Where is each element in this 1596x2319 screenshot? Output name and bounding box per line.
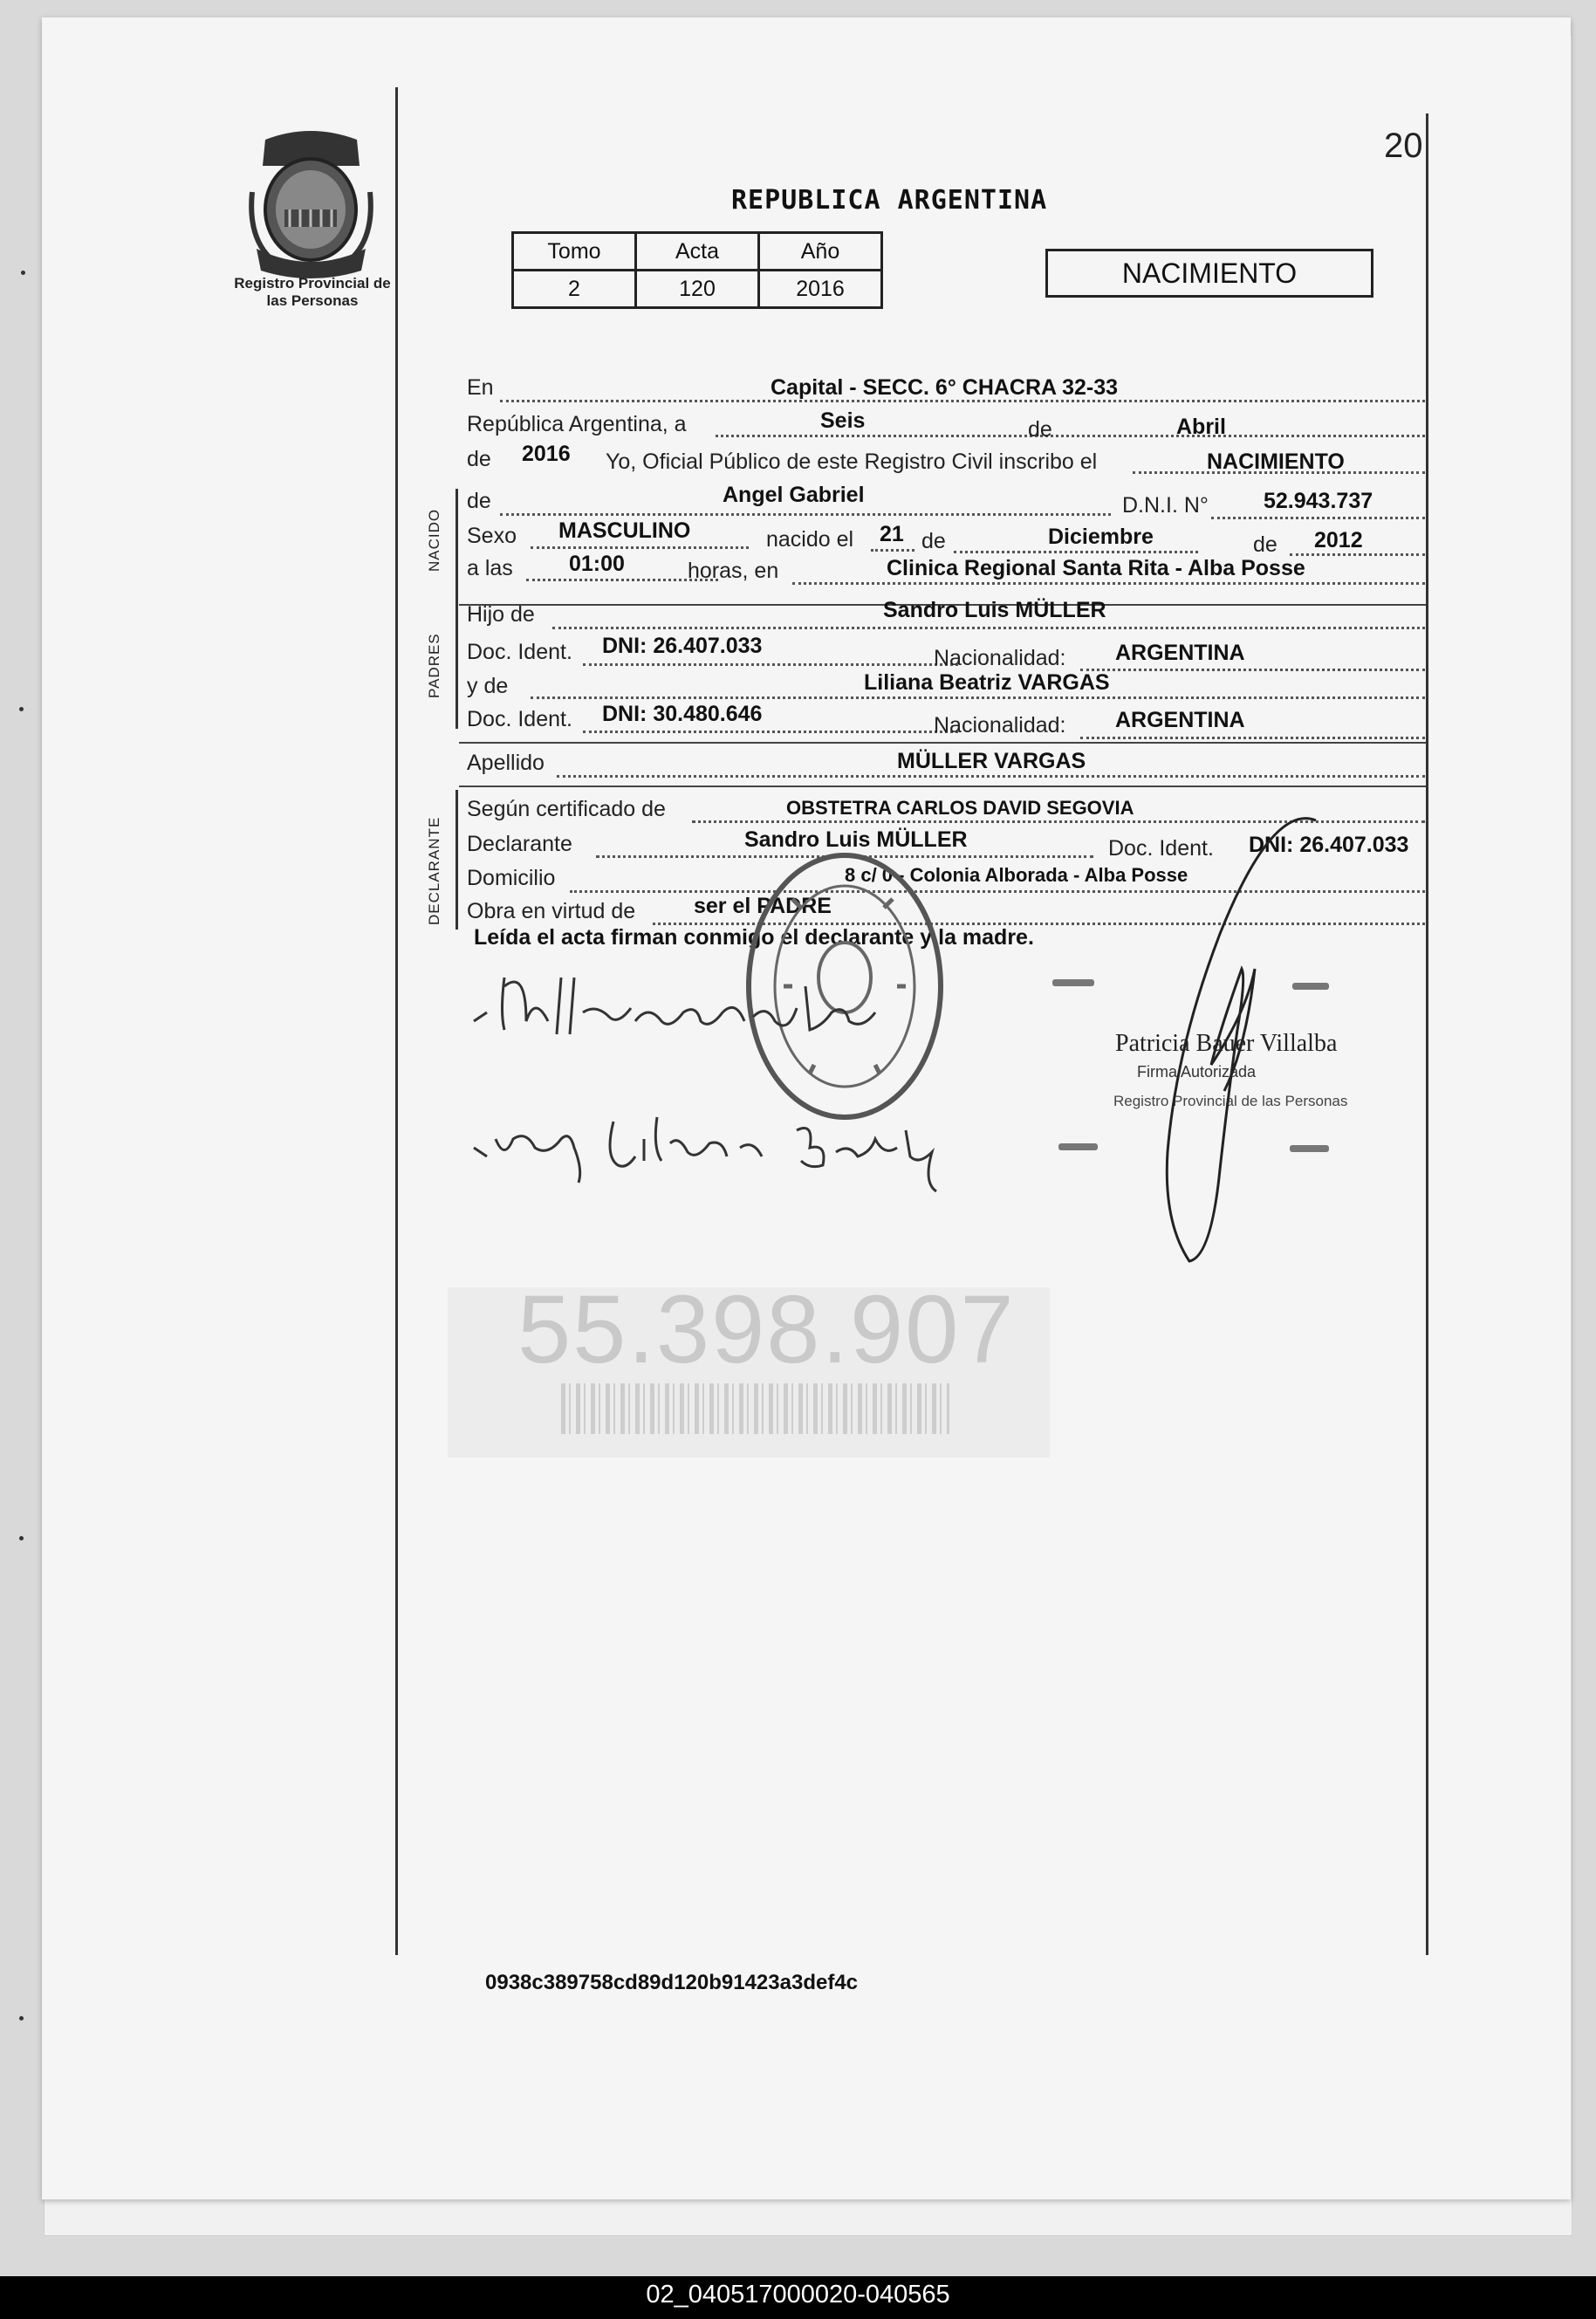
- date-de-label: de: [1028, 417, 1052, 442]
- official-role: Firma Autorizada: [1137, 1063, 1257, 1081]
- record-table-header: Año: [759, 233, 882, 271]
- mark: [1058, 1143, 1098, 1150]
- born-name-label: de: [467, 489, 491, 513]
- record-table-header: Acta: [636, 233, 759, 271]
- sex-label: Sexo: [467, 524, 517, 548]
- hash-code: 0938c389758cd89d120b91423a3def4c: [485, 1971, 859, 1994]
- dotted-line: [552, 627, 1425, 629]
- left-rule: [395, 87, 398, 1955]
- born-dni-label: D.N.I. N°: [1122, 493, 1209, 518]
- place-value: Capital - SECC. 6° CHACRA 32-33: [771, 375, 1119, 400]
- record-table: [511, 231, 883, 309]
- sex-value: MASCULINO: [558, 518, 691, 543]
- year-record-value: NACIMIENTO: [1207, 449, 1345, 474]
- surname-label: Apellido: [467, 751, 545, 775]
- declarant-doc-label: Doc. Ident.: [1108, 836, 1214, 861]
- year-value: 2016: [522, 442, 571, 466]
- dotted-line: [1080, 737, 1425, 739]
- born-name: Angel Gabriel: [723, 483, 865, 507]
- section-label-declarante: DECLARANTE: [426, 816, 442, 925]
- born-de-label: de: [1253, 532, 1277, 557]
- footer-file-id: 02_040517000020-040565: [646, 2281, 950, 2309]
- record-type-box: NACIMIENTO: [1045, 249, 1373, 298]
- father-doc-label: Doc. Ident.: [467, 640, 572, 664]
- margin-mark: [19, 1536, 24, 1540]
- address-label: Domicilio: [467, 866, 556, 890]
- date-day: Seis: [820, 408, 866, 433]
- born-date-label: nacido el: [766, 527, 854, 552]
- father-nationality-label: Nacionalidad:: [934, 646, 1066, 670]
- father-nationality: ARGENTINA: [1115, 641, 1245, 665]
- father-signature-icon: [465, 960, 901, 1056]
- dotted-line: [531, 546, 749, 549]
- divider: [459, 742, 1426, 744]
- document-page: [42, 17, 1571, 2199]
- dotted-line: [716, 435, 1425, 437]
- capacity-label: Obra en virtud de: [467, 899, 636, 923]
- province-emblem-icon: [248, 131, 374, 279]
- capacity-value: ser el PADRE: [694, 894, 832, 918]
- father-doc: DNI: 26.407.033: [602, 634, 763, 658]
- born-place: Clinica Regional Santa Rita - Alba Posse: [887, 556, 1305, 580]
- certificate-value: OBSTETRA CARLOS DAVID SEGOVIA: [786, 797, 1134, 819]
- margin-mark: [21, 271, 25, 275]
- margin-mark: [19, 707, 24, 711]
- dotted-line: [871, 549, 914, 552]
- surname-value: MÜLLER VARGAS: [897, 749, 1086, 773]
- date-label: República Argentina, a: [467, 412, 687, 436]
- mother-label: y de: [467, 674, 509, 698]
- record-table-cell: 120: [636, 271, 759, 308]
- mother-signature-icon: [465, 1104, 954, 1209]
- born-place-label: horas, en: [688, 559, 779, 583]
- official-name: Patricia Bauer Villalba: [1115, 1030, 1338, 1057]
- certificate-label: Según certificado de: [467, 797, 666, 821]
- time-label: a las: [467, 556, 513, 580]
- margin-mark: [19, 2016, 24, 2021]
- mother-doc: DNI: 30.480.646: [602, 702, 763, 726]
- section-bar: [456, 790, 458, 930]
- mother-nationality: ARGENTINA: [1115, 708, 1245, 732]
- dotted-line: [792, 582, 1425, 585]
- record-table-cell: 2: [513, 271, 636, 308]
- dotted-line: [583, 731, 958, 733]
- declarant-name: Sandro Luis MÜLLER: [744, 827, 968, 852]
- born-de-label: de: [921, 529, 946, 553]
- mother-name: Liliana Beatriz VARGAS: [864, 670, 1110, 695]
- father-name: Sandro Luis MÜLLER: [883, 598, 1106, 622]
- mark: [1052, 979, 1094, 986]
- registry-label: Registro Provincial de las Personas: [234, 275, 391, 309]
- date-month: Abril: [1176, 415, 1226, 439]
- time-value: 01:00: [569, 552, 625, 576]
- section-bar: [456, 489, 458, 607]
- dotted-line: [1211, 517, 1425, 519]
- dotted-line: [1290, 553, 1425, 556]
- watermark-number: 55.398.907: [517, 1276, 1016, 1383]
- declarant-label: Declarante: [467, 832, 572, 856]
- section-label-padres: PADRES: [426, 633, 442, 698]
- born-month: Diciembre: [1048, 525, 1154, 549]
- official-registry: Registro Provincial de las Personas: [1113, 1093, 1348, 1109]
- year-de-label: de: [467, 447, 491, 471]
- address-value: 8 c/ 0 - Colonia Alborada - Alba Posse: [845, 864, 1188, 886]
- section-label-nacido: NACIDO: [426, 508, 442, 572]
- year-text: Yo, Oficial Público de este Registro Civil inscribo el: [606, 449, 1098, 474]
- mother-doc-label: Doc. Ident.: [467, 707, 572, 731]
- watermark-barcode: [561, 1383, 949, 1434]
- official-signature-icon: [1115, 803, 1342, 1292]
- born-dni: 52.943.737: [1264, 489, 1373, 513]
- mother-nationality-label: Nacionalidad:: [934, 713, 1066, 738]
- dotted-line: [954, 551, 1198, 553]
- page-number: 20: [1384, 127, 1423, 165]
- dotted-line: [531, 696, 1425, 699]
- child-of-label: Hijo de: [467, 602, 535, 627]
- dotted-line: [500, 513, 1111, 516]
- divider: [459, 786, 1426, 787]
- place-label: En: [467, 375, 494, 400]
- closing-text: Leída el acta firman conmigo el declarante y la madre.: [474, 925, 1034, 950]
- record-table-header: Tomo: [513, 233, 636, 271]
- born-year: 2012: [1314, 528, 1363, 552]
- section-bar: [456, 607, 458, 729]
- born-day: 21: [880, 522, 904, 546]
- record-table-cell: 2016: [759, 271, 882, 308]
- country-title: REPUBLICA ARGENTINA: [731, 185, 1048, 216]
- declarant-doc: DNI: 26.407.033: [1249, 833, 1409, 857]
- right-rule: [1426, 113, 1428, 1955]
- dotted-line: [1080, 669, 1425, 671]
- dotted-line: [557, 775, 1425, 778]
- dotted-line: [583, 663, 958, 666]
